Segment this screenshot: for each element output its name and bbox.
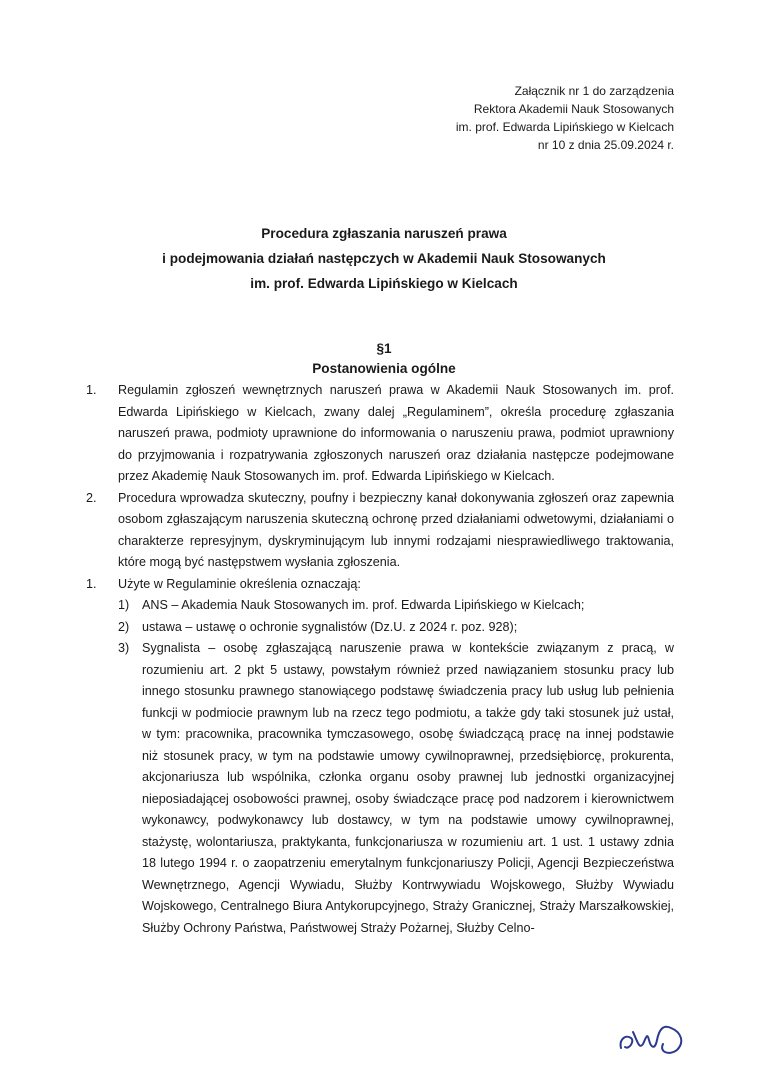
paragraph-text: Regulamin zgłoszeń wewnętrznych naruszeń prawa w Akademii Nauk Stosowanych im. prof. Edwarda Lipińskiego w Kielcach, zwany dalej „Regulaminem”, określa procedurę zgłaszania naruszeń prawa, podmioty uprawnione do informowania o naruszeniu prawa, podmiot uprawniony do przyjmowania i rozpatrywania zgłoszonych naruszeń oraz działania następcze podejmowane przez Akademię Nauk Stosowanych im. prof. Edwarda Lipińskiego w Kielcach. [118, 383, 674, 483]
section-number: §1 [376, 341, 392, 356]
paragraph-number: 1. [86, 383, 97, 397]
title-line: i podejmowania działań następczych w Akademii Nauk Stosowanych [162, 251, 606, 266]
document-title [0, 221, 768, 296]
paragraph [86, 488, 674, 574]
paragraph-text: Użyte w Regulaminie określenia oznaczają: [118, 576, 361, 591]
title-line: Procedura zgłaszania naruszeń prawa [261, 226, 507, 241]
section-title: Postanowienia ogólne [312, 361, 456, 376]
paragraph-text: Procedura wprowadza skuteczny, poufny i bezpieczny kanał dokonywania zgłoszeń oraz zapewnia osobom zgłaszającym naruszenia skuteczną ochronę przed działaniami odwetowymi, działaniami o charakterze represyjnym, dyskryminującym lub innymi rodzajami niesprawiedliwego traktowania, które mogą być następstwem wysłania zgłoszenia. [118, 490, 674, 569]
header-note-line: im. prof. Edwarda Lipińskiego w Kielcach [455, 120, 674, 134]
title-line: im. prof. Edwarda Lipińskiego w Kielcach [250, 276, 518, 291]
header-note-line: Załącznik nr 1 do zarządzenia [514, 84, 674, 98]
definition-item [86, 617, 674, 639]
definition-item [86, 595, 674, 617]
item-number: 2) [118, 619, 130, 634]
document-body [86, 380, 674, 939]
header-note [456, 82, 674, 154]
header-note-line: nr 10 z dnia 25.09.2024 r. [537, 138, 674, 152]
paragraph-number: 2. [86, 490, 97, 505]
item-text: ANS – Akademia Nauk Stosowanych im. prof. Edwarda Lipińskiego w Kielcach; [142, 598, 585, 612]
header-note-line: Rektora Akademii Nauk Stosowanych [473, 102, 674, 116]
paragraph [86, 380, 674, 488]
handwritten-signature-icon [615, 1010, 695, 1060]
item-number: 3) [118, 641, 130, 655]
definition-item [86, 638, 674, 939]
item-text: ustawa – ustawę o ochronie sygnalistów (Dz.U. z 2024 r. poz. 928); [142, 619, 518, 634]
paragraph-number: 1. [86, 576, 97, 591]
definitions-intro [86, 574, 674, 596]
item-text: Sygnalista – osobę zgłaszającą naruszenie prawa w kontekście związanym z pracą, w rozumieniu art. 2 pkt 5 ustawy, powstałym również przed nawiązaniem stosunku pracy lub innego stosunku prawnego stanowiącego podstawę świadczenia pracy lub usług lub pełnienia funkcji w podmiocie prawnym lub na rzecz tego podmiotu, a także gdy taki stosunek już ustał, w tym: pracownika, pracownika tymczasowego, osobę świadczącą pracę na innej podstawie niż stosunek pracy, w tym na podstawie umowy cywilnoprawnej, przedsiębiorcę, prokurenta, akcjonariusza lub wspólnika, członka organu osoby prawnej lub jednostki organizacyjnej nieposiadającej osobowości prawnej, osoby świadczące pracę pod nadzorem i kierownictwem wykonawcy, podwykonawcy lub dostawcy, w tym na podstawie umowy cywilnoprawnej, stażystę, wolontariusza, praktykanta, funkcjonariusza w rozumieniu art. 1 ust. 1 ustawy zdnia 18 lutego 1994 r. o zaopatrzeniu emerytalnym funkcjonariuszy Policji, Agencji Bezpieczeństwa Wewnętrznego, Agencji Wywiadu, Służby Kontrwywiadu Wojskowego, Służby Wywiadu Wojskowego, Centralnego Biura Antykorupcyjnego, Straży Granicznej, Straży Marszałkowskiej, Służby Ochrony Państwa, Państwowej Straży Pożarnej, Służby Celno- [142, 641, 674, 935]
item-number: 1) [118, 598, 130, 612]
